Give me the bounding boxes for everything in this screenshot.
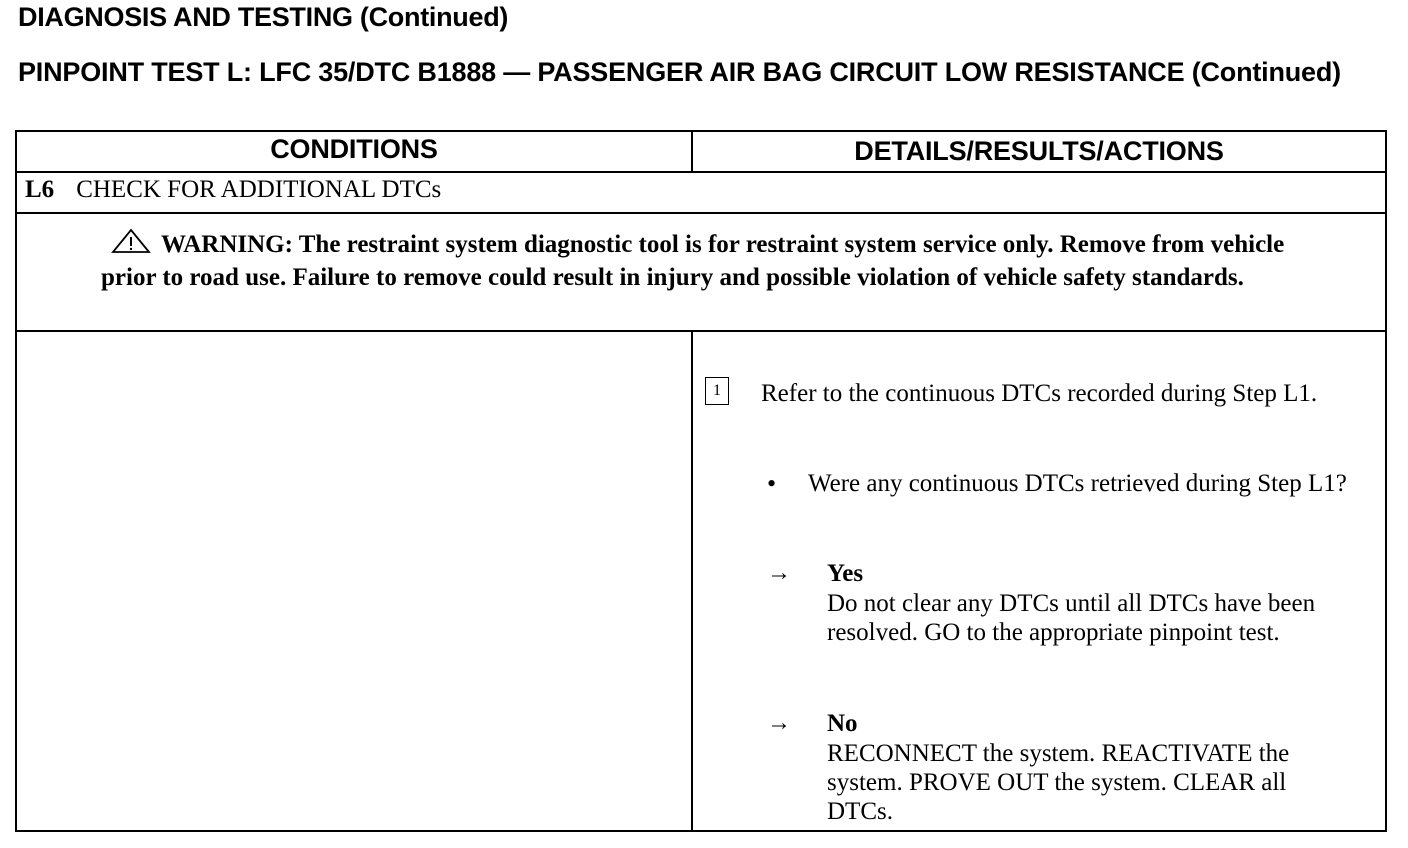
pinpoint-test-table (15, 130, 1387, 832)
bullet-dot: • (767, 469, 777, 498)
result-no-label: No (827, 710, 858, 737)
step-number: L6 (25, 176, 55, 203)
step-row (25, 176, 441, 204)
question-text: Were any continuous DTCs retrieved during Step L1? (808, 470, 1347, 497)
warning-triangle-icon (111, 228, 151, 263)
action-text: Refer to the continuous DTCs recorded during Step L1. (761, 380, 1318, 407)
result-yes-text: Do not clear any DTCs until all DTCs have been resolved. GO to the appropriate pinpoint test. (827, 590, 1316, 646)
step-title: CHECK FOR ADDITIONAL DTCs (76, 176, 442, 203)
result-yes-label: Yes (827, 560, 864, 587)
yes-arrow-icon: → (767, 560, 791, 586)
substep-number-box: 1 (705, 377, 729, 405)
section-title: DIAGNOSIS AND TESTING (Continued) (18, 2, 509, 32)
step-rule (17, 212, 1385, 214)
pinpoint-test-title: PINPOINT TEST L: LFC 35/DTC B1888 — PASSENGER AIR BAG CIRCUIT LOW RESISTANCE (Continued) (18, 57, 1341, 87)
result-no-text: RECONNECT the system. REACTIVATE the system. PROVE OUT the system. CLEAR all DTCs. (827, 740, 1290, 825)
warning-text: WARNING: The restraint system diagnostic tool is for restraint system service only. Remove from vehicle prior to road use. Failure to remove could result in injury and possible violation of vehicle safety standards. (101, 231, 1285, 291)
no-arrow-icon: → (767, 710, 791, 736)
header-rule (17, 171, 1385, 173)
body-divider (691, 332, 693, 830)
conditions-header: CONDITIONS (270, 134, 438, 164)
warning-rule (17, 330, 1385, 332)
warning-block (101, 230, 1321, 292)
details-header: DETAILS/RESULTS/ACTIONS (854, 136, 1224, 166)
